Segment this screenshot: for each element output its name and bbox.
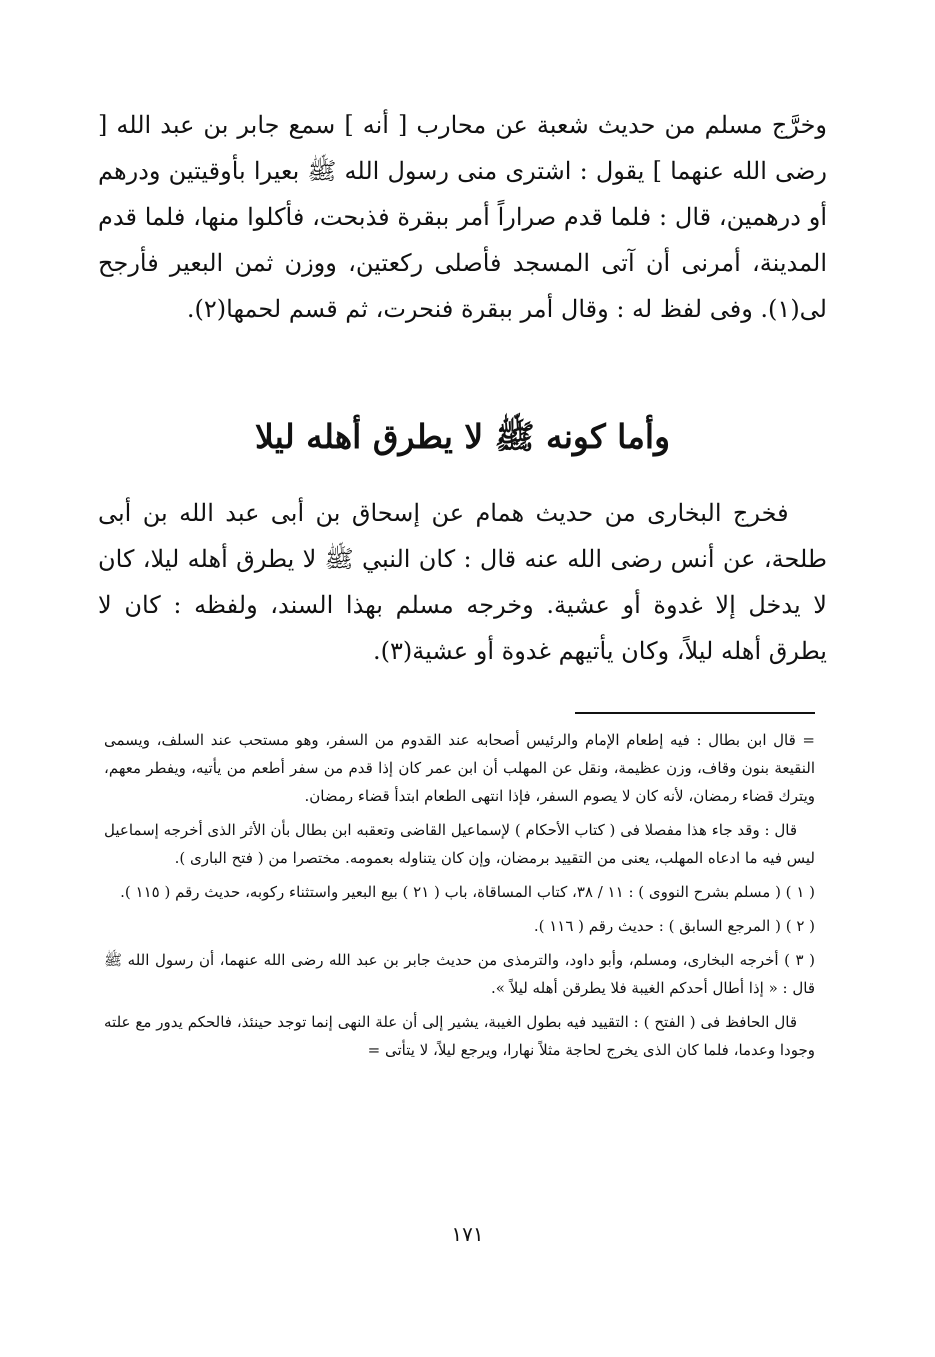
- footnote-3: ( ٣ ) أخرجه البخارى، ومسلم، وأبو داود، والترمذى من حديث جابر بن عبد الله رضى الله عنهما، أن رسول الله ﷺ قال : « إذا أطال أحدكم الغيبة فلا يطرقن أهله ليلاً ».: [104, 951, 815, 997]
- footnote-separator: [575, 712, 815, 714]
- footnotes: [104, 726, 815, 1070]
- body-paragraph-2: فخرج البخارى من حديث همام عن إسحاق بن أبى عبد الله بن أبى طلحة، عن أنس رضى الله عنه قال : كان النبي ﷺ لا يطرق أهله ليلا، كان لا يدخل إلا غدوة أو عشية. وخرجه مسلم بهذا السند، ولفظه : كان لا يطرق أهله ليلاً، وكان يأتيهم غدوة أو عشية(٣).: [98, 499, 827, 665]
- page-number: ١٧١: [451, 1222, 484, 1246]
- section-heading: وأما كونه ﷺ لا يطرق أهله ليلا: [254, 417, 671, 456]
- footnote-1: ( ١ ) ( مسلم بشرح النووى ) : ١١ / ٣٨، كتاب المساقاة، باب ( ٢١ ) بيع البعير واستثناء ركوبه، حديث رقم ( ١١٥ ).: [120, 883, 815, 901]
- footnote-continued: = قال ابن بطال : فيه إطعام الإمام والرئيس أصحابه عند القدوم من السفر، وهو مستحب عند السلف، ويسمى النقيعة بنون وقاف، وزن عظيمة، ونقل عن المهلب أن ابن عمر كان إذا قدم من سفر أطعم من يأتيه، ويفطر معهم، ويترك قضاء رمضان، لأنه كان لا يصوم السفر، فإذا انتهى الطعام ابتدأ قضاء رمضان.: [104, 731, 815, 805]
- footnote-3-continued: قال الحافظ فى ( الفتح ) : التقييد فيه بطول الغيبة، يشير إلى أن علة النهى إنما توجد حينئذ، فالحكم يدور مع علته وجودا وعدما، فلما كان الذى يخرج لحاجة مثلاً نهارا، ويرجع ليلاً، لا يتأتى =: [104, 1013, 815, 1059]
- footnote-continued-2: قال : وقد جاء هذا مفصلا فى ( كتاب الأحكام ) لإسماعيل القاضى وتعقبه ابن بطال بأن الأثر الذى أخرجه إسماعيل ليس فيه ما ادعاه المهلب، يعنى من التقييد برمضان، وإن كان يتناوله بعمومه. مختصرا من ( فتح البارى ).: [104, 821, 815, 867]
- body-paragraph-1: وخرَّج مسلم من حديث شعبة عن محارب [ أنه ] سمع جابر بن عبد الله [ رضى الله عنهما ] يقول : اشترى منى رسول الله ﷺ بعيرا بأوقيتين ودرهم أو درهمين، قال : فلما قدم صراراً أمر ببقرة فذبحت، فأكلوا منها، فلما قدم المدينة، أمرنى أن آتى المسجد فأصلى ركعتين، ووزن ثمن البعير فأرجح لى(١). وفى لفظ له : وقال أمر ببقرة فنحرت، ثم قسم لحمها(٢).: [98, 111, 827, 323]
- footnote-2: ( ٢ ) ( المرجع السابق ) : حديث رقم ( ١١٦ ).: [533, 917, 815, 935]
